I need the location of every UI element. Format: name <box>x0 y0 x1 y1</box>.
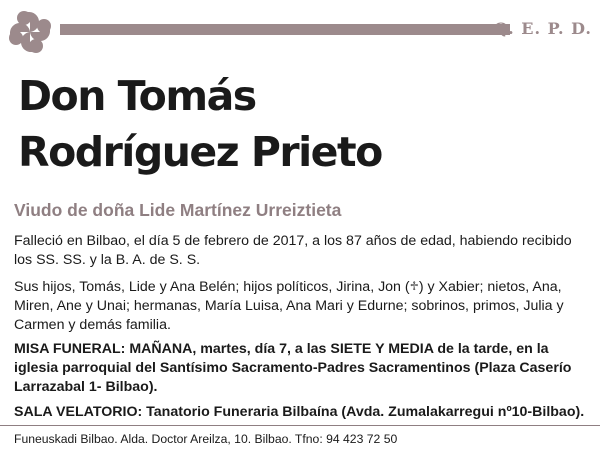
funeral-home-footer: Funeuskadi Bilbao. Alda. Doctor Areilza, 10. Bilbao. Tfno: 94 423 72 50 <box>14 432 398 446</box>
family-part2: ) y Xabier; nietos, Ana, Miren, Ane y Unai; hermanas, María Luisa, Ana Mari y Edurne; sobrinos, primos, Julia y Carmen y demás familia. <box>14 279 564 333</box>
death-notice: Falleció en Bilbao, el día 5 de febrero de 2017, a los 87 años de edad, habiendo recibido los SS. SS. y la B. A. de S. S. <box>14 233 572 268</box>
header <box>8 10 592 54</box>
deceased-name-line1: Don Tomás <box>18 72 256 120</box>
funeral-text: MAÑANA, martes, día 7, a las SIETE Y MEDIA de la tarde, en la iglesia parroquial del Santísimo Sacramento-Padres Sacramentinos (Plaza Caserío Larrazabal 1- Bilbao). <box>14 341 572 395</box>
deceased-name <box>18 68 382 180</box>
wake-room <box>14 403 589 422</box>
deceased-cross-icon: ♱ <box>409 279 419 293</box>
family-part1: Sus hijos, Tomás, Lide y Ana Belén; hijos políticos, Jirina, Jon ( <box>14 279 410 295</box>
deceased-name-line2: Rodríguez Prieto <box>18 128 382 176</box>
family-list <box>14 277 589 335</box>
funeral-mass <box>14 340 589 397</box>
header-divider-bar <box>60 24 510 35</box>
lauburu-icon <box>8 10 52 54</box>
footer-divider <box>0 425 600 426</box>
wake-text: Tanatorio Funeraria Bilbaína (Avda. Zumalakarregui nº10-Bilbao). <box>142 404 585 420</box>
wake-label: SALA VELATORIO: <box>14 404 143 420</box>
widower-of: Viudo de doña Lide Martínez Urreiztieta <box>14 200 342 220</box>
qepd-label: Q. E. P. D. <box>493 19 592 38</box>
funeral-label: MISA FUNERAL: <box>14 341 126 357</box>
